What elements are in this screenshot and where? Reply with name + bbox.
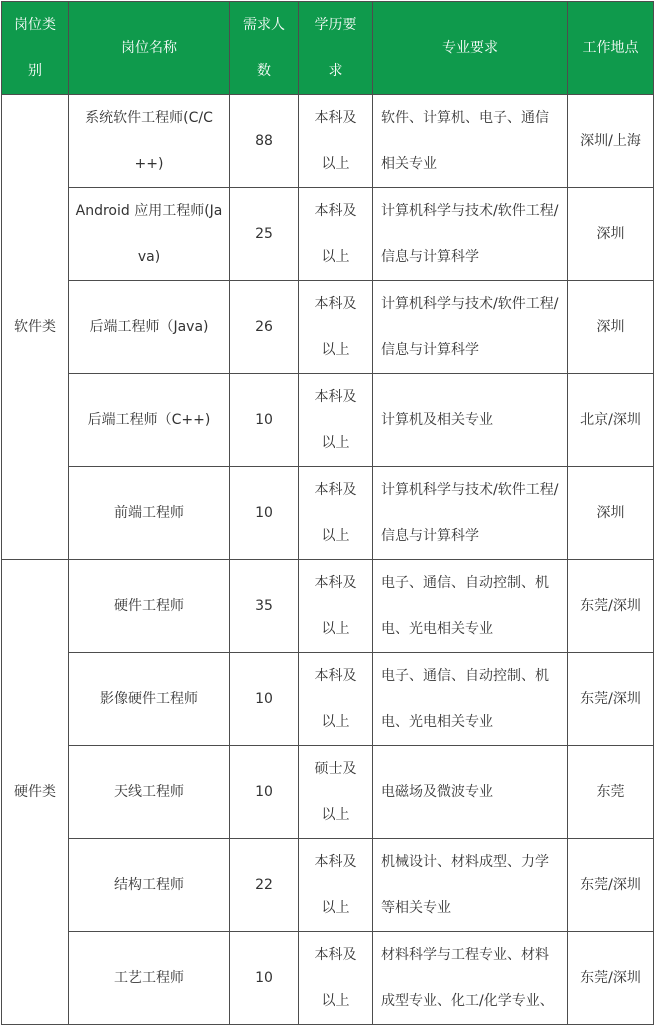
- header-row: [2, 2, 654, 95]
- position-education: 本科及以上: [299, 839, 373, 932]
- table-row: [2, 281, 654, 374]
- position-education: 硕士及以上: [299, 746, 373, 839]
- position-education: 本科及以上: [299, 95, 373, 188]
- position-location: 深圳/上海: [568, 95, 654, 188]
- table-row: [2, 746, 654, 839]
- position-name: 后端工程师（C++): [69, 374, 230, 467]
- header-location: 工作地点: [568, 2, 654, 95]
- position-education: 本科及以上: [299, 653, 373, 746]
- position-location: 东莞/深圳: [568, 653, 654, 746]
- table-row: [2, 95, 654, 188]
- position-education: 本科及以上: [299, 281, 373, 374]
- table-row: [2, 932, 654, 1025]
- category-software: 软件类: [2, 95, 69, 560]
- position-location: 深圳: [568, 281, 654, 374]
- position-name: 系统软件工程师(C/C++): [69, 95, 230, 188]
- position-name: 硬件工程师: [69, 560, 230, 653]
- position-count: 10: [230, 467, 299, 560]
- position-location: 东莞/深圳: [568, 932, 654, 1025]
- position-name: 工艺工程师: [69, 932, 230, 1025]
- position-location: 东莞: [568, 746, 654, 839]
- position-education: 本科及以上: [299, 932, 373, 1025]
- position-major: 计算机及相关专业: [373, 374, 568, 467]
- position-name: 天线工程师: [69, 746, 230, 839]
- position-count: 10: [230, 746, 299, 839]
- position-count: 35: [230, 560, 299, 653]
- position-major: 机械设计、材料成型、力学等相关专业: [373, 839, 568, 932]
- position-count: 26: [230, 281, 299, 374]
- table-row: [2, 653, 654, 746]
- position-education: 本科及以上: [299, 560, 373, 653]
- header-category: 岗位类别: [2, 2, 69, 95]
- position-education: 本科及以上: [299, 467, 373, 560]
- position-major: 电子、通信、自动控制、机电、光电相关专业: [373, 653, 568, 746]
- position-education: 本科及以上: [299, 188, 373, 281]
- position-name: 前端工程师: [69, 467, 230, 560]
- header-count: 需求人数: [230, 2, 299, 95]
- position-count: 10: [230, 374, 299, 467]
- position-location: 北京/深圳: [568, 374, 654, 467]
- position-name: Android 应用工程师(Java): [69, 188, 230, 281]
- header-education: 学历要求: [299, 2, 373, 95]
- table-row: [2, 839, 654, 932]
- position-location: 东莞/深圳: [568, 839, 654, 932]
- table-row: [2, 188, 654, 281]
- position-major: 电子、通信、自动控制、机电、光电相关专业: [373, 560, 568, 653]
- position-major: 计算机科学与技术/软件工程/信息与计算科学: [373, 281, 568, 374]
- table-row: [2, 374, 654, 467]
- position-major: 计算机科学与技术/软件工程/信息与计算科学: [373, 467, 568, 560]
- recruitment-table: [1, 1, 654, 1025]
- position-major: 计算机科学与技术/软件工程/信息与计算科学: [373, 188, 568, 281]
- position-name: 后端工程师（Java): [69, 281, 230, 374]
- header-major: 专业要求: [373, 2, 568, 95]
- position-education: 本科及以上: [299, 374, 373, 467]
- header-position: 岗位名称: [69, 2, 230, 95]
- position-count: 25: [230, 188, 299, 281]
- position-major: 材料科学与工程专业、材料成型专业、化工/化学专业、: [373, 932, 568, 1025]
- position-major: 软件、计算机、电子、通信相关专业: [373, 95, 568, 188]
- position-location: 深圳: [568, 467, 654, 560]
- position-count: 10: [230, 653, 299, 746]
- table-row: [2, 467, 654, 560]
- category-hardware: 硬件类: [2, 560, 69, 1025]
- position-name: 结构工程师: [69, 839, 230, 932]
- position-count: 22: [230, 839, 299, 932]
- position-count: 10: [230, 932, 299, 1025]
- position-major: 电磁场及微波专业: [373, 746, 568, 839]
- position-count: 88: [230, 95, 299, 188]
- table-row: [2, 560, 654, 653]
- position-name: 影像硬件工程师: [69, 653, 230, 746]
- position-location: 深圳: [568, 188, 654, 281]
- position-location: 东莞/深圳: [568, 560, 654, 653]
